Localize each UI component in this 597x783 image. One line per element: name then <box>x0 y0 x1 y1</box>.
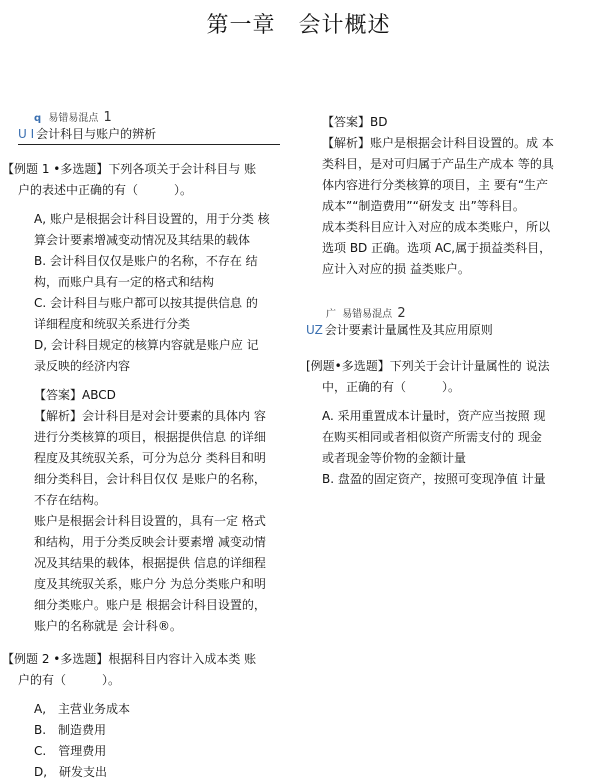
example-1-option-line: 详细程度和统驭关系进行分类 <box>34 317 191 331</box>
example-3 <box>306 356 576 490</box>
example-2-option: A, 主营业务成本 <box>34 702 131 716</box>
example-3-option-line: B. 盘盈的固定资产，按照可变现净值 计量 <box>322 472 546 486</box>
key-point-2-label: 易错易混点 <box>342 309 393 320</box>
example-2-analysis-line: 应计入对应的损 益类账户。 <box>322 262 470 276</box>
example-1-analysis-line: 和结构，用于分类反映会计要素增 减变动情 <box>34 535 266 549</box>
example-1-option-line: A, 账户是根据会计科目设置的，用于分类 核 <box>34 212 270 226</box>
example-1-question-cont: 户的表述中正确的有（ ）。 <box>18 183 193 197</box>
example-2-option: D, 研发支出 <box>34 765 108 779</box>
example-1-analysis-line: 况及其结果的载体，根据提供 信息的详细程 <box>34 556 266 570</box>
example-2-question-cont: 户的有（ ）。 <box>18 673 121 687</box>
example-2-question: 【例题 2 •多选题】根据科目内容计入成本类 账 <box>2 652 257 666</box>
key-point-1-prefix: q <box>34 113 42 124</box>
key-point-1-tag: U I <box>18 127 35 141</box>
example-2-option: C. 管理费用 <box>34 744 107 758</box>
example-1-analysis-line: 程度及其统驭关系，可分为总分 类科目和明 <box>34 451 266 465</box>
example-3-question: [例题•多选题】下列关于会计计量属性的 说法 <box>306 359 550 373</box>
key-point-2-number: 2 <box>397 306 406 321</box>
right-column <box>306 112 576 490</box>
example-1-option-line: D, 会计科目规定的核算内容就是账户应 记 <box>34 338 259 352</box>
example-2-analysis-line: 体内容进行分类核算的项目，主 要有“生产 <box>322 178 549 192</box>
example-1-analysis-line: 进行分类核算的项目，根据提供信息 的详细 <box>34 430 266 444</box>
key-point-2-title: 会计要素计量属性及其应用原则 <box>324 323 493 337</box>
example-1-analysis-line: 细分类账户。账户是 根据会计科目设置的， <box>34 598 266 612</box>
key-point-2-header <box>326 308 576 321</box>
example-1-analysis-line: 账户的名称就是 会计科®。 <box>34 619 182 633</box>
key-point-2-title-row <box>306 321 576 340</box>
example-1 <box>2 159 280 637</box>
key-point-1-number: 1 <box>103 110 112 125</box>
example-1-analysis-line: 细分类科目，会计科目仅仅 是账户的名称， <box>34 472 266 486</box>
example-2-analysis-line: 成本类科目应计入对应的成本类账户，所以 <box>322 220 551 234</box>
example-1-option-line: B. 会计科目仅仅是账户的名称，不存在 结 <box>34 254 258 268</box>
example-2-analysis-line: 选项 BD 正确。选项 AC,属于损益类科目， <box>322 241 552 255</box>
example-1-answer: 【答案】ABCD <box>34 388 116 402</box>
example-1-analysis-line: 账户是根据会计科目设置的，具有一定 格式 <box>34 514 266 528</box>
example-3-option-line: 或者现金等价物的金额计量 <box>322 451 467 465</box>
example-1-analysis-line: 不存在结构。 <box>34 493 107 507</box>
example-3-option-line: 在购买相同或者相似资产所需支付的 现金 <box>322 430 542 444</box>
example-2-analysis-line: 【解析】账户是根据会计科目设置的。成 本 <box>322 136 554 150</box>
example-1-option-line: C. 会计科目与账户都可以按其提供信息 的 <box>34 296 258 310</box>
key-point-1-title-row <box>18 125 280 145</box>
example-3-option-line: A. 采用重置成本计量时，资产应当按照 现 <box>322 409 546 423</box>
example-1-question: 【例题 1 •多选题】下列各项关于会计科目与 账 <box>2 162 257 176</box>
example-1-analysis-line: 度及其统驭关系，账户分 为总分类账户和明 <box>34 577 266 591</box>
example-2 <box>2 649 280 783</box>
key-point-1-label: 易错易混点 <box>48 113 99 124</box>
example-2-analysis-line: 类科目，是对可归属于产品生产成本 等的具 <box>322 157 554 171</box>
key-point-2-tag: UZ <box>306 323 323 337</box>
example-1-option-line: 录反映的经济内容 <box>34 359 131 373</box>
left-column <box>2 110 280 783</box>
example-2-answer: 【答案】BD <box>322 115 388 129</box>
key-point-1-title: 会计科目与账户的辨析 <box>36 127 157 141</box>
example-3-question-cont: 中，正确的有（ ）。 <box>322 380 461 394</box>
example-1-option-line: 构，而账户具有一定的格式和结构 <box>34 275 215 289</box>
key-point-1-header <box>34 112 280 125</box>
example-2-analysis-line: 成本”“制造费用”“研发支 出”等科目。 <box>322 199 525 213</box>
key-point-2-prefix: 广 <box>326 309 336 320</box>
example-2-option: B. 制造费用 <box>34 723 107 737</box>
example-1-option-line: 算会计要素增减变动情况及其结果的载体 <box>34 233 251 247</box>
page-title: 第一章 会计概述 <box>206 13 391 38</box>
example-1-analysis-line: 【解析】会计科目是对会计要素的具体内 容 <box>34 409 266 423</box>
